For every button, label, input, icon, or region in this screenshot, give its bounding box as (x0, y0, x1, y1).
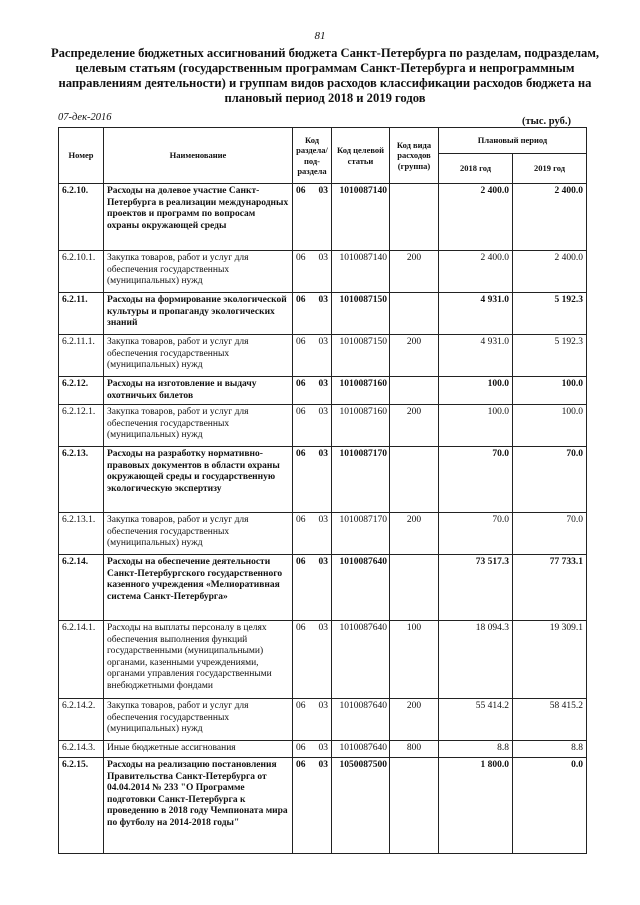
section-code: 06 (296, 743, 306, 753)
row-value-2019: 2 400.0 (513, 251, 587, 293)
table-row (59, 335, 587, 377)
row-value-2018: 4 931.0 (439, 335, 513, 377)
row-article-code: 1010087640 (332, 699, 390, 741)
row-section-code (293, 758, 332, 854)
row-value-2018: 1 800.0 (439, 758, 513, 854)
row-value-2018: 73 517.3 (439, 555, 513, 621)
row-value-2018: 4 931.0 (439, 293, 513, 335)
subsection-code: 03 (318, 557, 328, 567)
row-value-2019: 2 400.0 (513, 184, 587, 251)
row-group-code: 100 (390, 621, 439, 699)
section-code: 06 (296, 623, 306, 633)
row-number: 6.2.10. (59, 184, 104, 251)
page-number: 81 (314, 30, 326, 42)
row-value-2019: 100.0 (513, 405, 587, 447)
table-row (59, 621, 587, 699)
header-article: Код целевой статьи (332, 128, 390, 184)
table-row (59, 377, 587, 405)
table-row (59, 251, 587, 293)
row-article-code: 1010087640 (332, 555, 390, 621)
row-value-2018: 70.0 (439, 513, 513, 555)
row-article-code: 1010087150 (332, 335, 390, 377)
table-row (59, 405, 587, 447)
row-name: Иные бюджетные ассигнования (104, 741, 293, 758)
row-group-code (390, 184, 439, 251)
section-code: 06 (296, 379, 306, 389)
row-value-2018: 55 414.2 (439, 699, 513, 741)
row-group-code: 200 (390, 699, 439, 741)
row-group-code (390, 555, 439, 621)
row-name: Закупка товаров, работ и услуг для обеспечения государственных (муниципальных) нужд (104, 405, 293, 447)
row-value-2018: 18 094.3 (439, 621, 513, 699)
table-body (59, 184, 587, 854)
subsection-code: 03 (318, 379, 328, 389)
table-row (59, 293, 587, 335)
row-number: 6.2.14.2. (59, 699, 104, 741)
table-row (59, 513, 587, 555)
row-article-code: 1010087170 (332, 447, 390, 513)
row-value-2019: 5 192.3 (513, 335, 587, 377)
header-group: Код вида расходов (группа) (390, 128, 439, 184)
row-value-2019: 8.8 (513, 741, 587, 758)
row-number: 6.2.14. (59, 555, 104, 621)
row-value-2018: 2 400.0 (439, 184, 513, 251)
row-number: 6.2.14.1. (59, 621, 104, 699)
subsection-code: 03 (318, 449, 328, 459)
row-section-code (293, 699, 332, 741)
row-name: Расходы на обеспечение деятельности Санкт-Петербургского государственного казенного учреждения «Мелиоративная система Санкт-Петербурга» (104, 555, 293, 621)
subsection-code: 03 (318, 295, 328, 305)
row-article-code: 1010087140 (332, 184, 390, 251)
row-name: Закупка товаров, работ и услуг для обеспечения государственных (муниципальных) нужд (104, 251, 293, 293)
section-code: 06 (296, 186, 306, 196)
row-name: Закупка товаров, работ и услуг для обеспечения государственных (муниципальных) нужд (104, 513, 293, 555)
table-row (59, 447, 587, 513)
row-article-code: 1010087160 (332, 405, 390, 447)
row-section-code (293, 513, 332, 555)
row-number: 6.2.15. (59, 758, 104, 854)
section-code: 06 (296, 407, 306, 417)
section-code: 06 (296, 557, 306, 567)
row-value-2019: 77 733.1 (513, 555, 587, 621)
row-number: 6.2.11. (59, 293, 104, 335)
subsection-code: 03 (318, 186, 328, 196)
section-code: 06 (296, 295, 306, 305)
row-article-code: 1010087140 (332, 251, 390, 293)
row-section-code (293, 741, 332, 758)
section-code: 06 (296, 337, 306, 347)
row-section-code (293, 405, 332, 447)
header-name: Наименование (104, 128, 293, 184)
table-row (59, 184, 587, 251)
row-group-code: 200 (390, 335, 439, 377)
row-name: Расходы на изготовление и выдачу охотничьих билетов (104, 377, 293, 405)
row-section-code (293, 293, 332, 335)
budget-table (58, 127, 587, 854)
row-name: Расходы на выплаты персоналу в целях обеспечения выполнения функций государственными (муниципальными) органами, казенными учреждениями, органами управления государственными внебюджетными фондами (104, 621, 293, 699)
row-group-code: 200 (390, 513, 439, 555)
row-value-2019: 58 415.2 (513, 699, 587, 741)
row-name: Расходы на реализацию постановления Правительства Санкт-Петербурга от 04.04.2014 № 233 "О Программе подготовки Санкт-Петербурга к проведению в 2018 году Чемпионата мира по футболу на 2014-2018 годы" (104, 758, 293, 854)
row-value-2019: 70.0 (513, 513, 587, 555)
row-value-2019: 5 192.3 (513, 293, 587, 335)
table-row (59, 555, 587, 621)
header-year-2018: 2018 год (439, 154, 513, 184)
row-value-2019: 19 309.1 (513, 621, 587, 699)
row-value-2018: 2 400.0 (439, 251, 513, 293)
row-number: 6.2.12. (59, 377, 104, 405)
table-row (59, 758, 587, 854)
row-name: Закупка товаров, работ и услуг для обеспечения государственных (муниципальных) нужд (104, 335, 293, 377)
subsection-code: 03 (318, 701, 328, 711)
section-code: 06 (296, 701, 306, 711)
subsection-code: 03 (318, 743, 328, 753)
row-value-2018: 70.0 (439, 447, 513, 513)
row-article-code: 1010087150 (332, 293, 390, 335)
row-value-2018: 100.0 (439, 405, 513, 447)
row-value-2019: 100.0 (513, 377, 587, 405)
units-label: (тыс. руб.) (522, 116, 571, 127)
row-article-code: 1010087640 (332, 621, 390, 699)
row-name: Закупка товаров, работ и услуг для обеспечения государственных (муниципальных) нужд (104, 699, 293, 741)
row-value-2019: 0.0 (513, 758, 587, 854)
row-name: Расходы на формирование экологической культуры и пропаганду экологических знаний (104, 293, 293, 335)
row-article-code: 1010087640 (332, 741, 390, 758)
row-group-code (390, 758, 439, 854)
subsection-code: 03 (318, 337, 328, 347)
row-section-code (293, 184, 332, 251)
document-date: 07-дек-2016 (58, 112, 112, 123)
row-number: 6.2.12.1. (59, 405, 104, 447)
table-row (59, 699, 587, 741)
row-value-2018: 8.8 (439, 741, 513, 758)
row-group-code: 200 (390, 251, 439, 293)
row-article-code: 1010087160 (332, 377, 390, 405)
document-title: Распределение бюджетных ассигнований бюджета Санкт-Петербурга по разделам, подразделам, целевым статьям (государственным программам Санкт-Петербурга и непрограммным направлениям деятельности) и группам видов расходов классификации расходов бюджета на плановый период 2018 и 2019 годов (50, 46, 600, 105)
section-code: 06 (296, 760, 306, 770)
row-number: 6.2.13. (59, 447, 104, 513)
row-section-code (293, 377, 332, 405)
row-group-code: 200 (390, 405, 439, 447)
row-section-code (293, 251, 332, 293)
section-code: 06 (296, 515, 306, 525)
row-value-2018: 100.0 (439, 377, 513, 405)
subsection-code: 03 (318, 253, 328, 263)
row-article-code: 1050087500 (332, 758, 390, 854)
row-article-code: 1010087170 (332, 513, 390, 555)
row-section-code (293, 447, 332, 513)
row-value-2019: 70.0 (513, 447, 587, 513)
header-year-2019: 2019 год (513, 154, 587, 184)
row-name: Расходы на разработку нормативно-правовых документов в области охраны окружающей среды и государственную экологическую экспертизу (104, 447, 293, 513)
section-code: 06 (296, 449, 306, 459)
row-group-code: 800 (390, 741, 439, 758)
header-section: Код раздела/ под-раздела (293, 128, 332, 184)
subsection-code: 03 (318, 515, 328, 525)
row-number: 6.2.11.1. (59, 335, 104, 377)
row-group-code (390, 293, 439, 335)
subsection-code: 03 (318, 407, 328, 417)
row-section-code (293, 335, 332, 377)
subsection-code: 03 (318, 760, 328, 770)
row-number: 6.2.10.1. (59, 251, 104, 293)
section-code: 06 (296, 253, 306, 263)
header-number: Номер (59, 128, 104, 184)
row-section-code (293, 621, 332, 699)
row-number: 6.2.14.3. (59, 741, 104, 758)
table-row (59, 741, 587, 758)
row-section-code (293, 555, 332, 621)
row-group-code (390, 447, 439, 513)
row-number: 6.2.13.1. (59, 513, 104, 555)
header-planned-period: Плановый период (439, 128, 587, 154)
row-group-code (390, 377, 439, 405)
row-name: Расходы на долевое участие Санкт-Петербурга в реализации международных проектов и программ по вопросам охраны окружающей среды (104, 184, 293, 251)
subsection-code: 03 (318, 623, 328, 633)
